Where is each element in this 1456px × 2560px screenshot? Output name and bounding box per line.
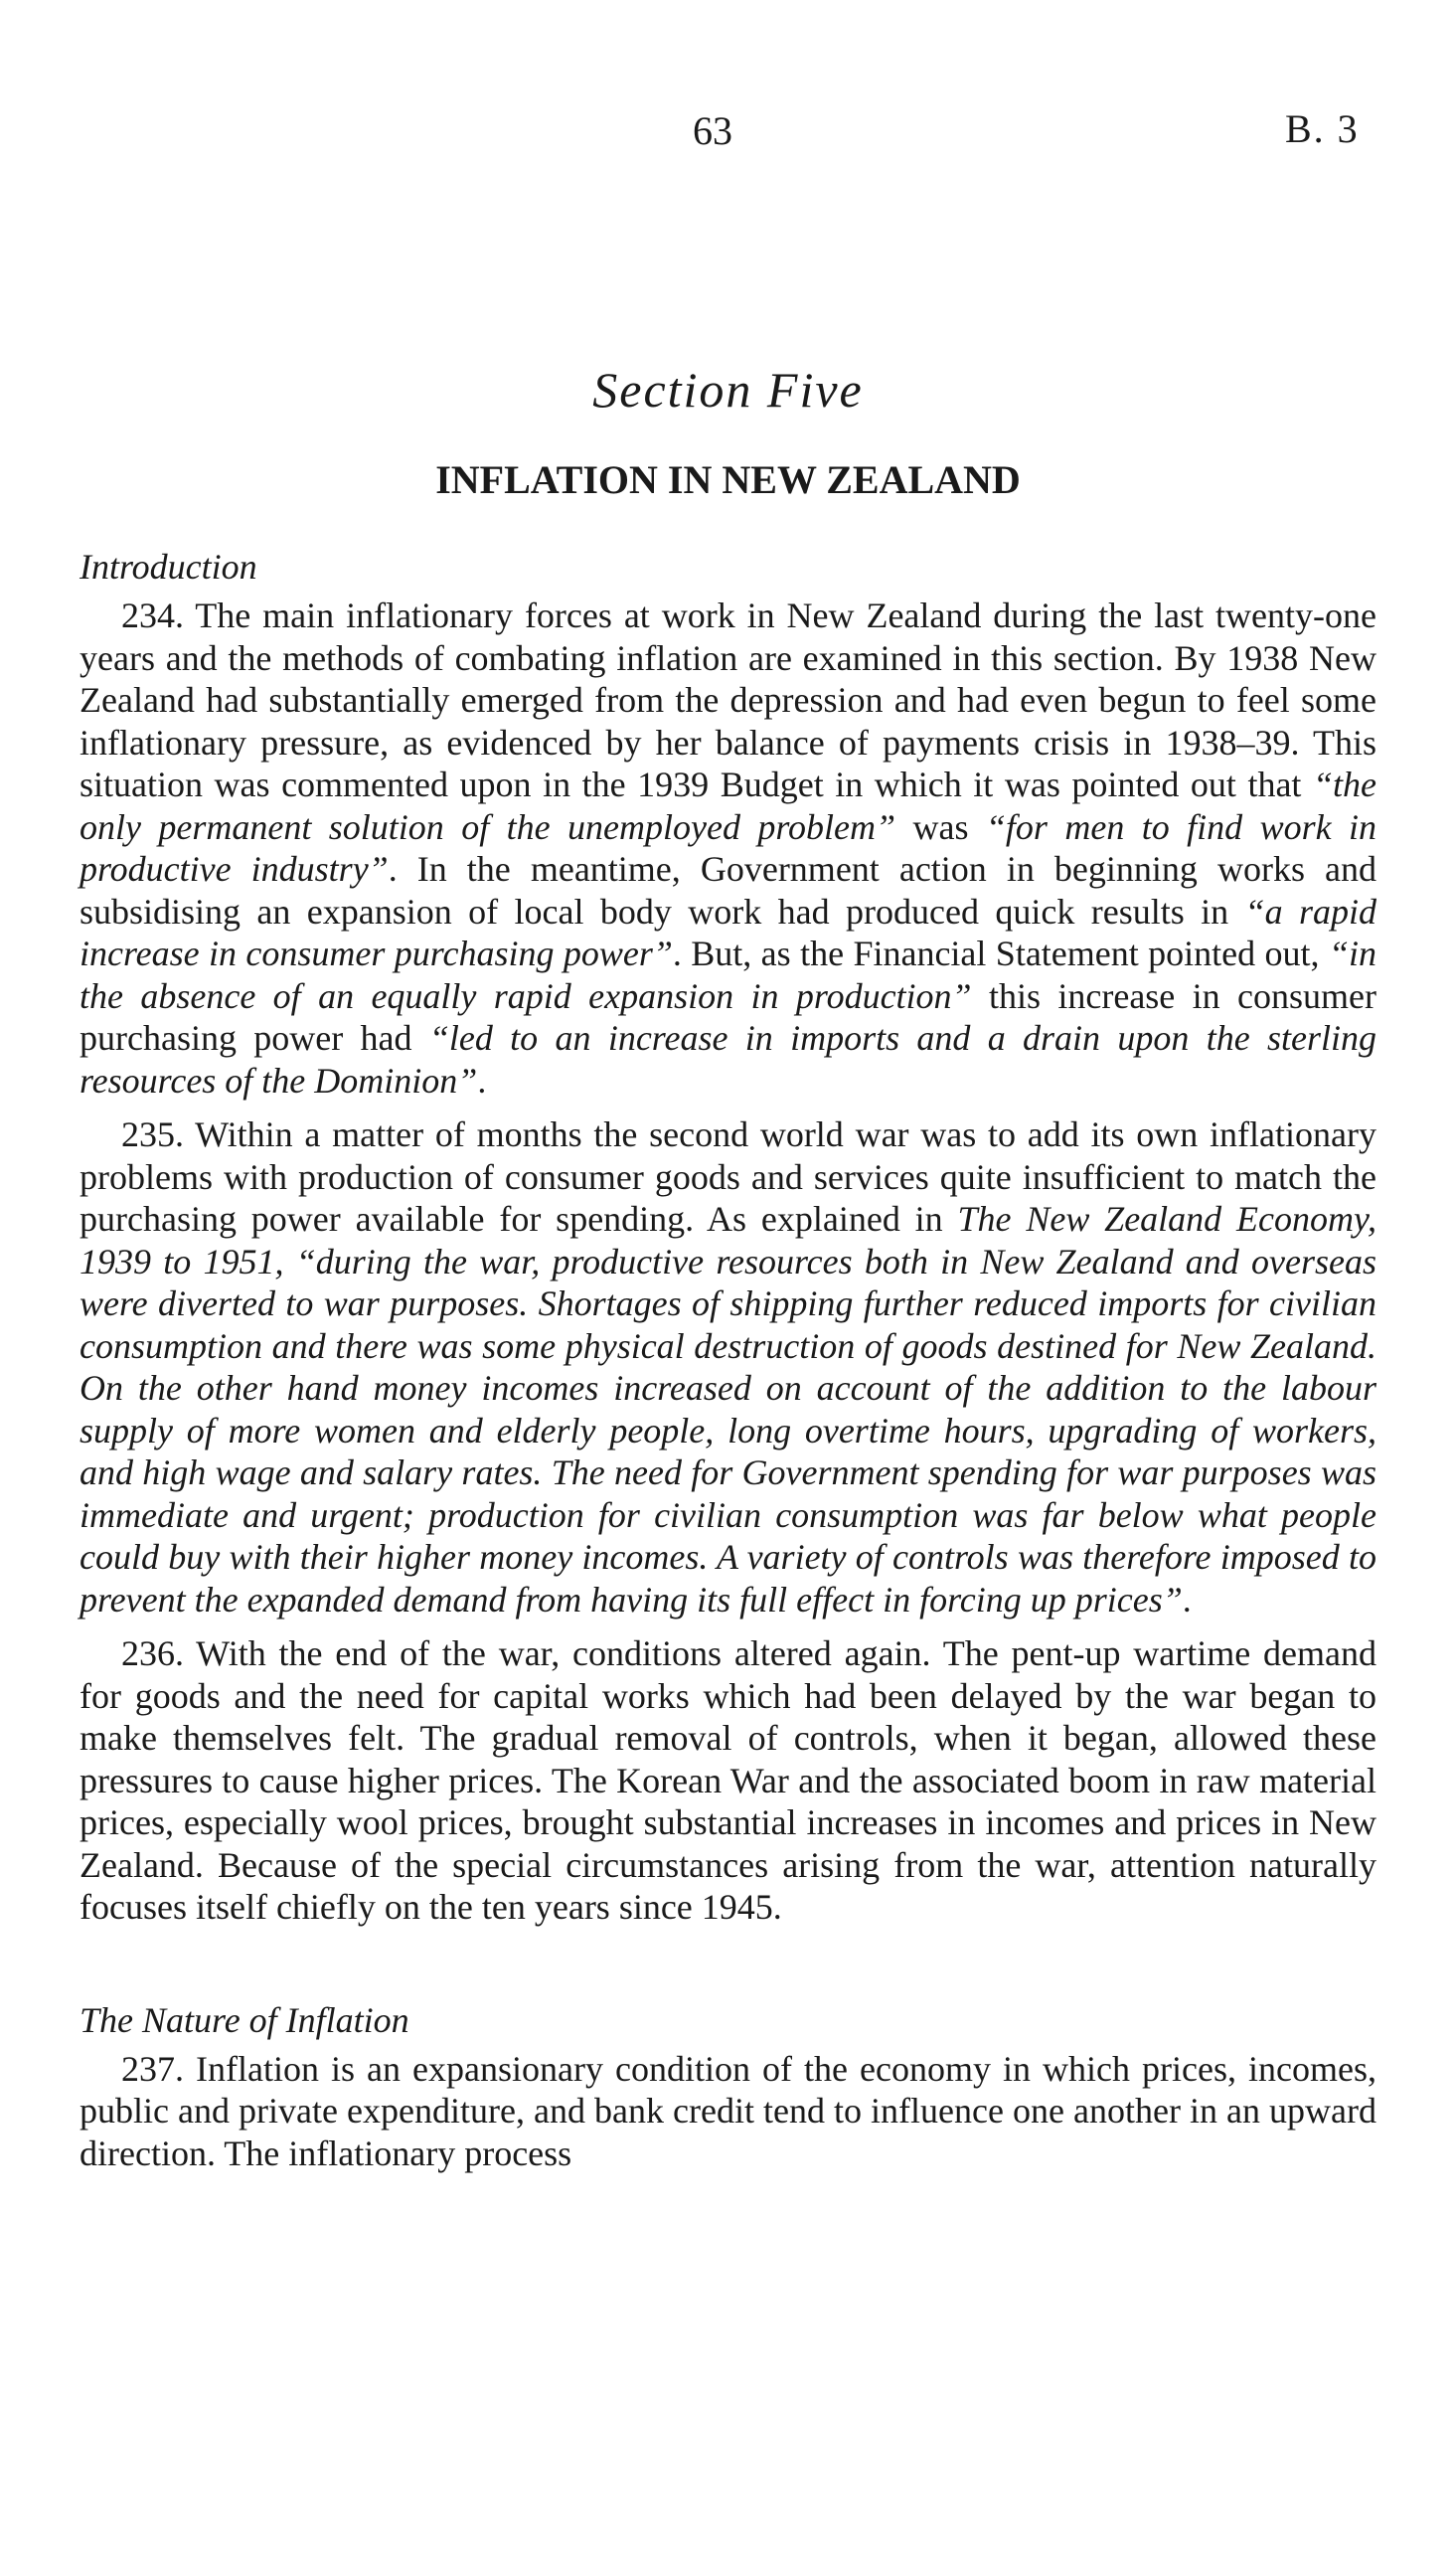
paragraph-235 [80,1113,1376,1621]
paragraph-236: 236. With the end of the war, conditions altered again. The pent-up wartime demand for goods and the need for capital works which had been delayed by the war began to make themselves felt. The gradual removal of controls, when it began, allowed these pressures to cause higher prices. The Korean War and the associated boom in raw material prices, especially wool prices, brought substantial increases in incomes and prices in New Zealand. Because of the special circumstances arising from the war, attention naturally focuses itself chiefly on the ten years since 1945. [80,1633,1376,1927]
p234-quote-3: “a rapid increase in consumer purchasing power” [80,891,1376,973]
p234-text-2: was [895,806,986,847]
section-title: Section Five [592,362,864,418]
p234-text-1: 234. The main inflationary forces at work in New Zealand during the last twenty-one years and the methods of combating inflation are examined in this section. By 1938 New Zealand had substantially emerged from the depression and had even begun to feel some inflationary pressure, as evidenced by her balance of payments crisis in 1938–39. This situation was commented upon in the 1939 Budget in which it was pointed out that [80,596,1376,804]
main-heading: INFLATION IN NEW ZEALAND [435,457,1021,502]
p234-text-4: . But, as the Financial Statement pointed out, [672,934,1329,973]
p234-text-6: . [477,1060,487,1101]
p235-text-2: . [1182,1579,1192,1620]
p234-text-5: this increase in consumer purchasing power had [80,975,1376,1058]
document-body [80,545,1376,2186]
paragraph-237: 237. Inflation is an expansionary condition of the economy in which prices, incomes, public and private expenditure, and bank credit tend to influence one another in an upward direction. The inflationary process [80,2048,1376,2173]
p234-quote-1: “the only permanent solution of the unemployed problem” [80,765,1376,847]
p234-quote-4: “in the absence of an equally rapid expansion in production” [80,934,1376,1016]
p235-quote: “during the war, productive resources both in New Zealand and overseas were diverted to war purposes. Shortages of shipping further reduced imports for civilian consumption and there was some physical destruction of goods destined for New Zealand. On the other hand money incomes increased on account of the addition to the labour supply of more women and elderly people, long overtime hours, upgrading of workers, and high wage and salary rates. The need for Government spending for war purposes was immediate and urgent; production for civilian consumption was far below what people could buy with their higher money incomes. A variety of controls was therefore imposed to prevent the expanded demand from having its full effect in forcing up prices” [80,1241,1376,1620]
nature-of-inflation-heading: The Nature of Inflation [80,1999,409,2040]
document-reference: B. 3 [1285,106,1360,151]
section-spacer [80,1941,1376,1998]
p234-quote-2: “for men to find work in productive industry” [80,806,1376,889]
p234-quote-5: “led to an increase in imports and a drain upon the sterling resources of the Dominion” [80,1018,1376,1101]
p235-book-title: The New Zealand Economy, 1939 to 1951, [80,1199,1376,1281]
page-number: 63 [693,108,732,153]
p235-text-1: 235. Within a matter of months the second world war was to add its own inflationary problems with production of consumer goods and services quite insufficient to match the purchasing power available for spending. As explained in [80,1114,1376,1239]
p234-text-3: . In the meantime, Government action in beginning works and subsidising an expansion of local body work had produced quick results in [80,849,1377,932]
paragraph-234 [80,595,1376,1102]
introduction-heading: Introduction [80,547,257,587]
